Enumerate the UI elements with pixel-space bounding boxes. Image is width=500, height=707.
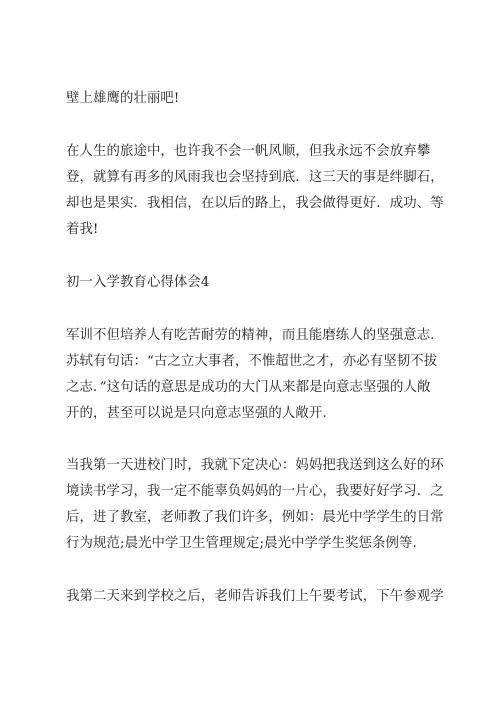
- text-line: 开的，甚至可以说是只向意志坚强的人敞开.: [66, 406, 327, 421]
- text-line: 军训不但培养人有吃苦耐劳的精神，而且能磨练人的坚强意志．: [66, 328, 444, 343]
- text-line: 之志．”这句话的意思是成功的大门从来都是向意志坚强的人敞: [66, 380, 431, 395]
- text-line: 着我!: [66, 222, 99, 237]
- paragraph-first-day: [66, 453, 444, 557]
- text-line: 登，就算有再多的风雨我也会坚持到底．这三天的事是绊脚石，: [66, 170, 444, 185]
- text-line: 我第二天来到学校之后，老师告诉我们上午要考试，下午参观学: [66, 589, 444, 604]
- text-line: 当我第一天进校门时，我就下定决心：妈妈把我送到这么好的环: [66, 458, 444, 473]
- paragraph-second-day: [66, 584, 444, 610]
- text-line: 在人生的旅途中，也许我不会一帆风顺，但我永远不会放弃攀: [66, 144, 431, 159]
- section-heading: [66, 270, 441, 296]
- text-line: 境读书学习，我一定不能辜负妈妈的一片心，我要好好学习．之: [66, 484, 444, 499]
- heading-text: 初一入学教育心得体会4: [66, 275, 210, 290]
- paragraph-life-journey: [66, 139, 444, 243]
- paragraph-ending: [66, 86, 441, 112]
- text-line: 壁上雄鹰的壮丽吧!: [66, 91, 180, 106]
- paragraph-military-training: [66, 323, 444, 427]
- text-line: 行为规范;晨光中学卫生管理规定;晨光中学学生奖惩条例等.: [66, 536, 417, 551]
- text-line: 后，进了教室，老师教了我们许多，例如：晨光中学学生的日常: [66, 510, 444, 525]
- text-line: 苏轼有句话：“古之立大事者，不惟超世之才，亦必有坚韧不拔: [66, 354, 438, 369]
- text-line: 却也是果实．我相信，在以后的路上，我会做得更好．成功、等: [66, 196, 444, 211]
